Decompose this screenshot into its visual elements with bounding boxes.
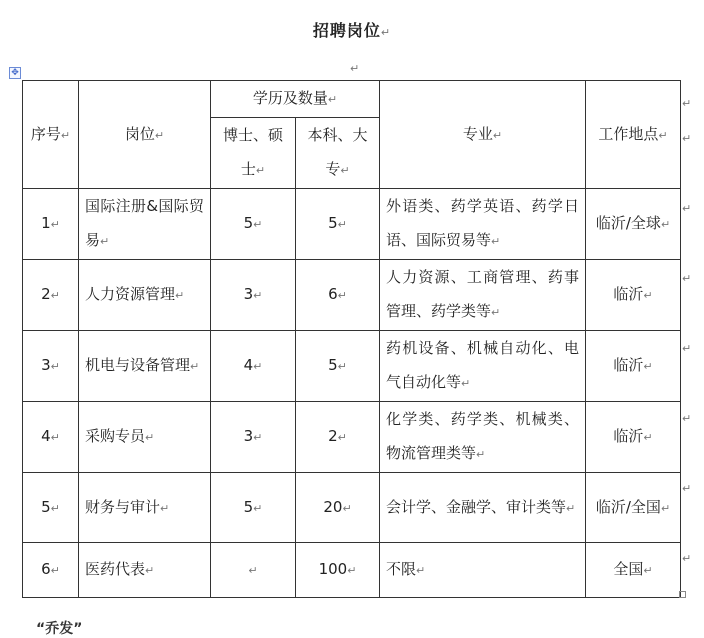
cell-major: 化学类、药学类、机械类、物流管理类等↵	[380, 402, 586, 473]
row-end-mark: ↵	[682, 552, 692, 565]
table-row	[23, 473, 681, 543]
partial-text-line: “乔发”	[36, 621, 83, 637]
header-doctor-master: 博士、硕士↵	[211, 118, 296, 189]
cell-bachelor-college: 6↵	[296, 260, 380, 331]
row-end-mark: ↵	[682, 482, 692, 495]
table-move-handle-icon[interactable]: ✥	[9, 67, 21, 79]
table-header-row	[23, 81, 681, 118]
cell-bachelor-college: 5↵	[296, 189, 380, 260]
cell-location: 临沂↵	[586, 402, 681, 473]
table-row	[23, 402, 681, 473]
cell-index: 1↵	[23, 189, 79, 260]
row-end-mark: ↵	[682, 272, 692, 285]
cell-major: 人力资源、工商管理、药事管理、药学类等↵	[380, 260, 586, 331]
cell-doctor-master: 4↵	[211, 331, 296, 402]
page-title: 招聘岗位↵	[312, 21, 392, 40]
header-index: 序号↵	[23, 81, 79, 189]
cell-major: 会计学、金融学、审计类等↵	[380, 473, 586, 543]
cell-index: 2↵	[23, 260, 79, 331]
cell-index: 3↵	[23, 331, 79, 402]
header-major: 专业↵	[380, 81, 586, 189]
row-end-mark: ↵	[682, 132, 692, 145]
row-end-mark: ↵	[682, 202, 692, 215]
positions-table	[22, 80, 681, 598]
cell-major: 药机设备、机械自动化、电气自动化等↵	[380, 331, 586, 402]
table-resize-handle[interactable]	[679, 591, 686, 598]
cell-position: 采购专员↵	[79, 402, 211, 473]
paragraph-mark: ↵	[350, 62, 360, 75]
table-row	[23, 189, 681, 260]
cell-doctor-master: 3↵	[211, 260, 296, 331]
cell-location: 临沂↵	[586, 331, 681, 402]
cell-major: 不限↵	[380, 543, 586, 598]
cell-major: 外语类、药学英语、药学日语、国际贸易等↵	[380, 189, 586, 260]
row-end-mark: ↵	[682, 342, 692, 355]
header-edu-group: 学历及数量↵	[211, 81, 380, 118]
cell-position: 人力资源管理↵	[79, 260, 211, 331]
cell-bachelor-college: 100↵	[296, 543, 380, 598]
cell-doctor-master: ↵	[211, 543, 296, 598]
cell-doctor-master: 5↵	[211, 189, 296, 260]
cell-bachelor-college: 20↵	[296, 473, 380, 543]
cell-doctor-master: 3↵	[211, 402, 296, 473]
cell-position: 财务与审计↵	[79, 473, 211, 543]
table-row	[23, 543, 681, 598]
header-location: 工作地点↵	[586, 81, 681, 189]
cell-location: 临沂↵	[586, 260, 681, 331]
cell-position: 医药代表↵	[79, 543, 211, 598]
table-row	[23, 260, 681, 331]
cell-position: 国际注册&国际贸易↵	[79, 189, 211, 260]
table-row	[23, 331, 681, 402]
cell-index: 5↵	[23, 473, 79, 543]
cell-location: 临沂/全国↵	[586, 473, 681, 543]
cell-position: 机电与设备管理↵	[79, 331, 211, 402]
paragraph-mark: ↵	[380, 26, 392, 39]
cell-bachelor-college: 2↵	[296, 402, 380, 473]
row-end-mark: ↵	[682, 412, 692, 425]
header-bachelor-college: 本科、大专↵	[296, 118, 380, 189]
cell-doctor-master: 5↵	[211, 473, 296, 543]
cell-bachelor-college: 5↵	[296, 331, 380, 402]
header-position: 岗位↵	[79, 81, 211, 189]
cell-location: 临沂/全球↵	[586, 189, 681, 260]
cell-index: 4↵	[23, 402, 79, 473]
cell-index: 6↵	[23, 543, 79, 598]
cell-location: 全国↵	[586, 543, 681, 598]
row-end-mark: ↵	[682, 97, 692, 110]
